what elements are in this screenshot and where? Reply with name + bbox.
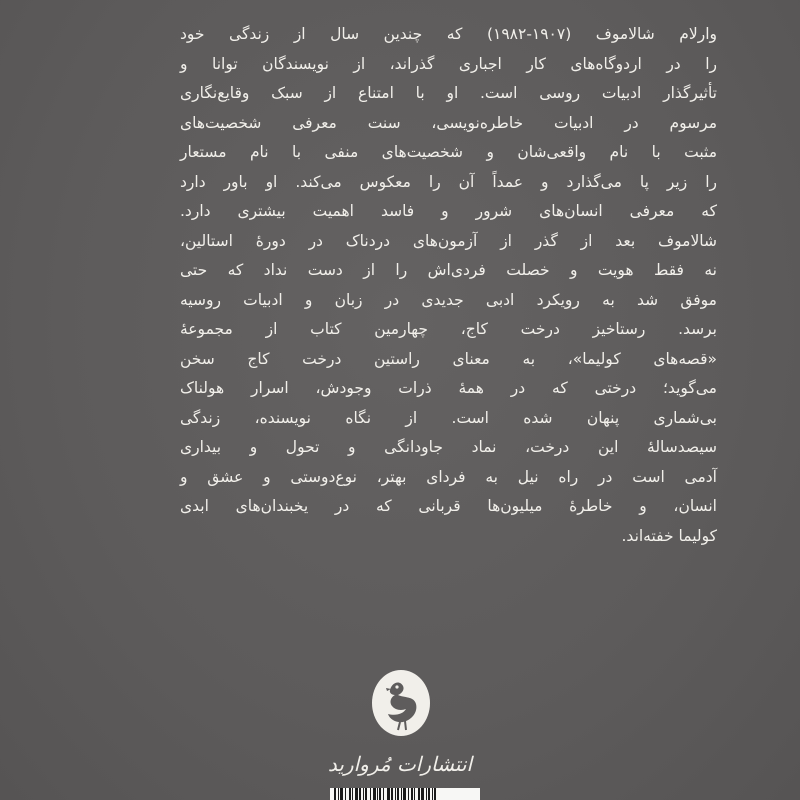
blurb-text: [180, 20, 717, 551]
blurb-line: «قصه‌های کولیما»، به معنای راستین درخت کاج سخن: [180, 349, 717, 368]
publisher-name: انتشارات مُروارید: [327, 752, 473, 776]
blurb-line: نه فقط هویت و خصلت فردی‌اش را از دست نداد که حتی: [180, 261, 717, 279]
blurb-line: وارلام شالاموف (۱۹۰۷-۱۹۸۲) که چندین سال از زندگی خود: [180, 25, 717, 43]
blurb-line: را زیر پا می‌گذارد و عمداً آن را معکوس می‌کند. او باور دارد: [180, 172, 717, 191]
blurb-line: آدمی است در راه نیل به فردای بهتر، نوع‌دوستی و عشق و: [180, 467, 717, 486]
bird-icon: [370, 668, 432, 738]
blurb-line: مثبت با نام واقعی‌شان و شخصیت‌های منفی با نام مستعار: [180, 143, 717, 161]
blurb-line: مرسوم در ادبیات خاطره‌نویسی، سنت معرفی شخصیت‌های: [180, 113, 717, 132]
blurb-line: می‌گوید؛ درختی که در همهٔ ذرات وجودش، اسرار هولناک: [180, 379, 717, 397]
blurb-line: بی‌شماری پنهان شده است. از نگاه نویسنده، زندگی: [180, 408, 717, 427]
blurb-line: که معرفی انسان‌های شرور و فاسد اهمیت بیشتری دارد.: [180, 202, 717, 220]
blurb-line: شالاموف بعد از گذر از آزمون‌های دردناک در دورهٔ استالین،: [180, 231, 717, 250]
blurb-line: موفق شد به رویکرد ادبی جدیدی در زبان و ادبیات روسیه: [180, 290, 717, 309]
barcode: [330, 788, 480, 800]
blurb-line: برسد. رستاخیز درخت کاج، چهارمین کتاب از مجموعهٔ: [180, 320, 717, 338]
blurb-line: انسان، و خاطرهٔ میلیون‌ها قربانی که در یخبندان‌های ابدی: [180, 497, 717, 515]
blurb-line: سیصدسالهٔ این درخت، نماد جاودانگی و تحول و بیداری: [180, 438, 717, 456]
blurb-line: تأثیرگذار ادبیات روسی است. او با امتناع از سبک وقایع‌نگاری: [180, 84, 717, 102]
blurb-line: را در اردوگاه‌های کار اجباری گذراند، از نویسندگان توانا و: [180, 54, 717, 73]
blurb-line: کولیما خفته‌اند.: [621, 526, 717, 545]
